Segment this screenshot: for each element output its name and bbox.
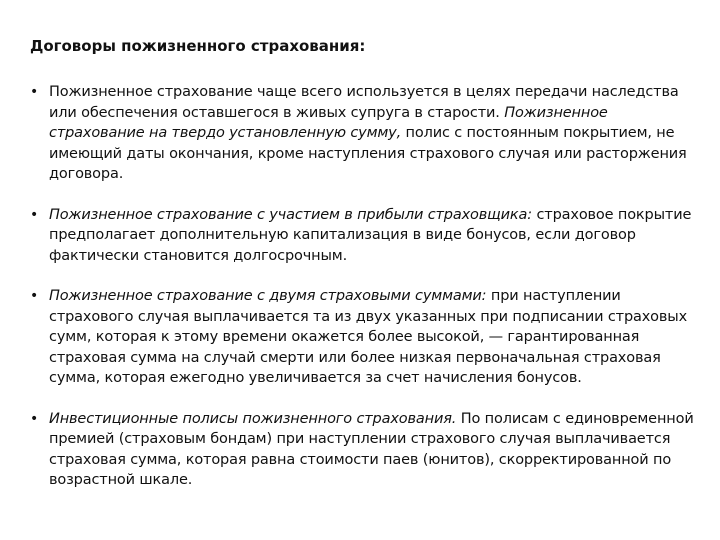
bullet-list — [30, 82, 696, 491]
bullet-item — [30, 286, 696, 389]
text-segment: По полисам с единовременной премией (страховым бондам) при наступлении страхового случая выплачивается страховая сумма, которая равна стоимости паев (юнитов), скорректированной по возрастной шкале. — [49, 410, 694, 488]
text-segment: Пожизненное страхование чаще всего используется в целях передачи наследства или обеспечения оставшегося в живых супруга в старости. — [49, 84, 679, 121]
slide-title: Договоры пожизненного страхования: — [30, 37, 366, 55]
italic-term: Инвестиционные полисы пожизненного страхования. — [49, 410, 457, 427]
bullet-item — [30, 82, 696, 185]
text-segment: полис с постоянным покрытием, не имеющий даты окончания, кроме наступления страхового случая или расторжения договора. — [49, 125, 687, 182]
text-segment: страховое покрытие предполагает дополнительную капитализация в виде бонусов, если договор фактически становится долгосрочным. — [49, 206, 692, 264]
bullet-marker: • — [30, 288, 39, 304]
italic-term: Пожизненное страхование с двумя страховыми суммами: — [49, 288, 487, 304]
italic-term: Пожизненное страхование с участием в прибыли страховщика: — [49, 206, 533, 223]
bullet-marker: • — [30, 410, 39, 427]
bullet-marker: • — [30, 84, 39, 100]
bullet-item — [30, 409, 696, 491]
bullet-marker: • — [30, 206, 39, 223]
italic-term: Пожизненное страхование на твердо установленную сумму, — [49, 104, 608, 141]
text-segment: при наступлении страхового случая выплачивается та из двух указанных при подписании страховых сумм, которая к этому времени окажется более высокой, — гарантированная страховая сумма на случай смерти или более низкая первоначальная страховая сумма, которая ежегодно увеличивается за счет начисления бонусов. — [49, 288, 688, 386]
bullet-item — [30, 205, 696, 267]
